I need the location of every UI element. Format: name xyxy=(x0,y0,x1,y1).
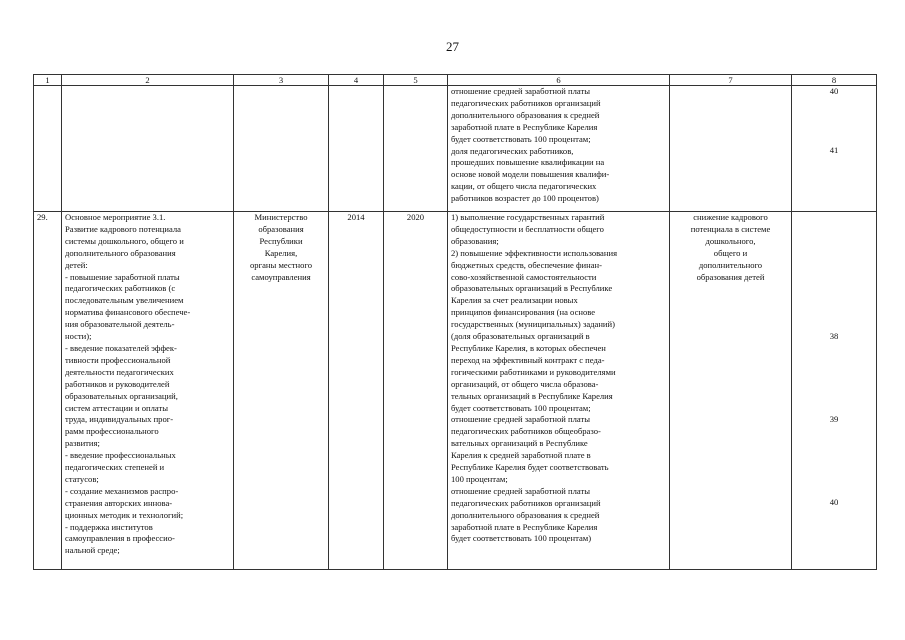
indicator-value: 39 xyxy=(829,414,839,424)
responsible-executor xyxy=(234,212,329,570)
consequence-line: потенциала в системе xyxy=(690,223,771,234)
result-line: 2) повышение эффективности использования xyxy=(451,247,618,258)
indicator-line: работников возрастет до 100 процентов) xyxy=(451,193,599,204)
activity-line: статусов; xyxy=(65,473,99,484)
activity-line: тивности профессиональной xyxy=(65,354,171,365)
end-year: 2020 xyxy=(384,212,448,570)
indicator-line: дополнительного образования к средней xyxy=(451,109,600,120)
result-line: образования; xyxy=(451,235,499,246)
activity-line: последовательным увеличением xyxy=(65,295,184,306)
activity-line: дополнительного образования xyxy=(65,247,176,258)
column-number: 7 xyxy=(670,75,792,86)
result-line: будет соответствовать 100 процентам; xyxy=(451,402,591,413)
result-line: тельных организаций в Республике Карелия xyxy=(451,390,613,401)
indicator-line: прошедших повышение квалификации на xyxy=(451,157,605,168)
activity-description xyxy=(62,212,234,570)
activity-line: норматива финансового обеспече- xyxy=(65,307,191,318)
activity-line: систем аттестации и оплаты xyxy=(65,402,169,413)
cell-empty xyxy=(384,86,448,212)
activity-line: - введение профессиональных xyxy=(65,450,176,461)
activity-line: ционных методик и технологий; xyxy=(65,509,184,520)
indicator-numbers xyxy=(792,212,877,570)
indicator-line: педагогических работников организаций xyxy=(451,97,601,108)
page-number: 27 xyxy=(446,39,459,54)
executor-line: Министерство xyxy=(254,212,308,222)
continuation-row xyxy=(34,86,877,212)
column-number: 3 xyxy=(234,75,329,86)
result-line: 1) выполнение государственных гарантий xyxy=(451,212,605,222)
activity-line: самоуправления в профессио- xyxy=(65,533,175,544)
indicator-value: 40 xyxy=(829,497,839,507)
result-line: вательных организаций в Республике xyxy=(451,438,588,449)
indicator-value: 40 xyxy=(829,86,839,96)
activity-line: ности); xyxy=(65,331,92,342)
consequence-line: дошкольного, xyxy=(705,235,756,246)
cell-empty xyxy=(34,86,62,212)
indicator-line: заработной плате в Республике Карелия xyxy=(451,121,598,132)
result-line: 100 процентам; xyxy=(451,473,508,484)
activity-line: деятельности педагогических xyxy=(65,366,174,377)
consequences xyxy=(670,212,792,570)
indicator-line: кации, от общего числа педагогических xyxy=(451,181,597,192)
cell-empty xyxy=(329,86,384,212)
activity-line: странения авторских иннова- xyxy=(65,497,173,508)
result-line: Республике Карелия будет соответствовать xyxy=(451,462,609,473)
activity-line: детей: xyxy=(65,259,88,270)
result-line: Карелия за счет реализации новых xyxy=(451,295,578,306)
activity-line: - поддержка институтов xyxy=(65,521,153,532)
activity-line: системы дошкольного, общего и xyxy=(65,235,184,246)
continuation-values xyxy=(792,86,877,212)
consequence-line: снижение кадрового xyxy=(693,212,768,222)
column-number: 2 xyxy=(62,75,234,86)
activity-line: рамм профессионального xyxy=(65,426,159,437)
result-line: педагогических работников организаций xyxy=(451,497,601,508)
cell-empty xyxy=(234,86,329,212)
program-table xyxy=(33,74,877,570)
activity-line: - создание механизмов распро- xyxy=(65,485,179,496)
column-number: 8 xyxy=(792,75,877,86)
start-year: 2014 xyxy=(329,212,384,570)
activity-line: педагогических степеней и xyxy=(65,462,165,473)
activity-line: развития; xyxy=(65,438,100,449)
result-line: сово-хозяйственной самостоятельности xyxy=(451,271,597,282)
activity-line: - введение показателей эффек- xyxy=(65,342,177,353)
result-line: образовательных организаций в Республике xyxy=(451,283,613,294)
activity-line: - повышение заработной платы xyxy=(65,271,180,282)
activity-line: Основное мероприятие 3.1. xyxy=(65,212,166,222)
row-29 xyxy=(34,212,877,570)
executor-line: образования xyxy=(258,223,304,234)
indicator-value: 41 xyxy=(829,145,839,155)
activity-line: ния образовательной деятель- xyxy=(65,319,175,330)
column-number: 5 xyxy=(384,75,448,86)
consequence-line: образования детей xyxy=(696,271,765,282)
activity-line: образовательных организаций, xyxy=(65,390,178,401)
activity-line: Развитие кадрового потенциала xyxy=(65,223,181,234)
indicator-value: 38 xyxy=(829,331,839,341)
result-line: государственных (муниципальных) заданий) xyxy=(451,319,615,330)
result-line: гогическими работниками и руководителями xyxy=(451,366,616,377)
indicator-line: основе новой модели повышения квалифи- xyxy=(451,169,610,180)
cell-empty xyxy=(62,86,234,212)
expected-results xyxy=(448,212,670,570)
indicator-line: доля педагогических работников, xyxy=(451,145,574,156)
column-number: 4 xyxy=(329,75,384,86)
result-line: заработной плате в Республике Карелия xyxy=(451,521,598,532)
consequence-line: общего и xyxy=(713,247,748,258)
executor-line: самоуправления xyxy=(251,271,311,282)
cell-empty xyxy=(670,86,792,212)
result-line: Республике Карелия, в которых обеспечен xyxy=(451,342,606,353)
activity-line: нальной среде; xyxy=(65,545,120,556)
result-line: педагогических работников общеобразо- xyxy=(451,426,601,437)
indicator-line: отношение средней заработной платы xyxy=(451,86,591,96)
result-line: организаций, от общего числа образова- xyxy=(451,378,599,389)
result-line: Карелия к средней заработной плате в xyxy=(451,450,591,461)
result-line: отношение средней заработной платы xyxy=(451,485,591,496)
result-line: (доля образовательных организаций в xyxy=(451,331,590,342)
executor-line: Карелия, xyxy=(264,247,298,258)
result-line: принципов финансирования (на основе xyxy=(451,307,596,318)
activity-line: работников и руководителей xyxy=(65,378,170,389)
executor-line: Республики xyxy=(259,235,303,246)
result-line: бюджетных средств, обеспечение финан- xyxy=(451,259,602,270)
result-line: будет соответствовать 100 процентам) xyxy=(451,533,592,544)
row-number: 29. xyxy=(34,212,62,570)
result-line: дополнительного образования к средней xyxy=(451,509,600,520)
column-number-row xyxy=(34,75,877,86)
activity-line: педагогических работников (с xyxy=(65,283,176,294)
result-line: общедоступности и бесплатности общего xyxy=(451,223,604,234)
activity-line: труда, индивидуальных прог- xyxy=(65,414,174,425)
column-number: 1 xyxy=(34,75,62,86)
executor-line: органы местного xyxy=(250,259,312,270)
consequence-line: дополнительного xyxy=(698,259,763,270)
result-line: отношение средней заработной платы xyxy=(451,414,591,425)
indicator-line: будет соответствовать 100 процентам; xyxy=(451,133,591,144)
column-number: 6 xyxy=(448,75,670,86)
continuation-indicators xyxy=(448,86,670,212)
result-line: переход на эффективный контракт с педа- xyxy=(451,354,605,365)
